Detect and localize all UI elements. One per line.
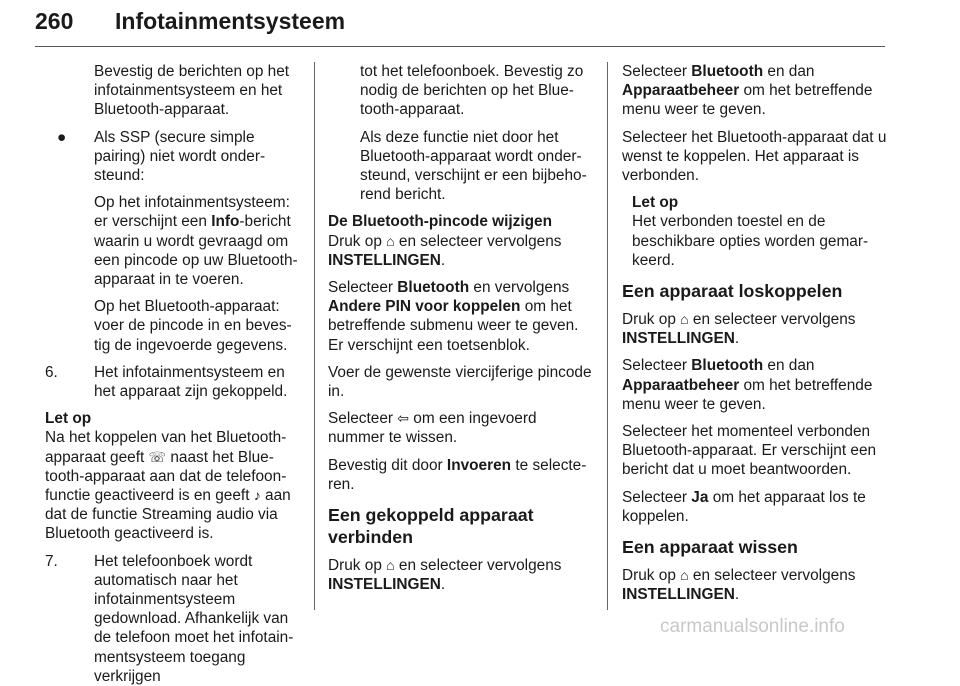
audio-icon: ♪ — [253, 487, 261, 504]
paragraph-press-home: Druk op ⌂ en selecteer vervolgens INSTELLINGEN. — [328, 232, 562, 269]
list-item-7: 7. Het telefoonboek wordt automatisch naar het infotainmentsysteem gedownload. Afhankelijk van de telefoon moet het infotainmentsysteem toegang verkrijgen — [45, 552, 294, 685]
bullet-icon: ● — [57, 128, 67, 146]
paragraph-confirm-messages: Bevestig de berichten op het infotainmentsysteem en het Bluetooth-apparaat. — [94, 63, 290, 119]
bullet-ssp: ● Als SSP (secure simple pairing) niet wordt ondersteund: — [57, 128, 266, 185]
page-header — [35, 8, 885, 42]
paragraph-delete-number: Selecteer ⇦ om een ingevoerd nummer te wissen. — [328, 410, 537, 447]
home-icon: ⌂ — [680, 311, 689, 328]
paragraph-select-pin: Selecteer Bluetooth en vervolgens Andere PIN voor koppelen om het betreffende submenu weer te geven. Er verschijnt een toetsenblok. — [328, 279, 579, 354]
paragraph-not-supported: Als deze functie niet door het Bluetooth-apparaat wordt ondersteund, verschijnt er een bijbehorend bericht. — [360, 128, 587, 204]
phone-icon: ☏ — [148, 448, 167, 465]
heading-change-pin: De Bluetooth-pincode wijzigen — [328, 213, 553, 231]
paragraph-press-home-3: Druk op ⌂ en selecteer vervolgens INSTELLINGEN. — [622, 311, 856, 348]
home-icon: ⌂ — [386, 232, 395, 249]
home-icon: ⌂ — [680, 567, 689, 584]
paragraph-phonebook-access: tot het telefoonboek. Bevestig zo nodig de berichten op het Bluetooth-apparaat. — [360, 63, 584, 119]
paragraph-select-device-manager-2: Selecteer Bluetooth en dan Apparaatbeheer om het betreffende menu weer te geven. — [622, 357, 873, 413]
note-title: Let op — [45, 410, 92, 428]
column-divider-1 — [314, 62, 315, 610]
heading-delete-device: Een apparaat wissen — [622, 537, 798, 558]
backspace-icon: ⇦ — [397, 410, 410, 427]
note-text: Het verbonden toestel en de beschikbare opties worden gemarkeerd. — [632, 213, 869, 269]
header-divider — [35, 46, 885, 47]
heading-disconnect: Een apparaat loskoppelen — [622, 281, 843, 302]
list-item-6: 6. Het infotainmentsysteem en het apparaat zijn gekoppeld. — [45, 363, 288, 401]
column-divider-2 — [607, 62, 608, 610]
home-icon: ⌂ — [386, 557, 395, 574]
page-number: 260 — [35, 8, 74, 34]
column-2 — [328, 62, 592, 594]
note-title: Let op — [632, 194, 679, 212]
paragraph-select-connected: Selecteer het momenteel verbonden Bluetooth-apparaat. Er verschijnt een bericht dat u moet beantwoorden. — [622, 423, 877, 479]
watermark: carmanualsonline.info — [660, 616, 845, 637]
paragraph-select-device-manager: Selecteer Bluetooth en dan Apparaatbeheer om het betreffende menu weer te geven. — [622, 63, 873, 119]
page-title: Infotainmentsysteem — [115, 8, 346, 34]
column-3 — [622, 62, 888, 604]
paragraph-select-yes: Selecteer Ja om het apparaat los te koppelen. — [622, 488, 866, 525]
note-text: Na het koppelen van het Bluetooth-apparaat geeft ☏ naast het Bluetooth-apparaat aan dat de telefoonfunctie geactiveerd is en geeft ♪ aan dat de functie Streaming audio via Bluetooth geactiveerd is. — [45, 429, 291, 543]
paragraph-enter-pin: Voer de gewenste viercijferige pincode in. — [328, 363, 592, 401]
paragraph-bluetooth-pin: Op het Bluetooth-apparaat: voer de pincode in en bevestig de ingevoerde gegevens. — [94, 298, 292, 354]
heading-connect-paired: Een gekoppeld apparaat verbinden — [328, 505, 534, 548]
column-1 — [45, 62, 301, 686]
note-block — [622, 193, 888, 270]
paragraph-press-home-2: Druk op ⌂ en selecteer vervolgens INSTELLINGEN. — [328, 557, 562, 594]
paragraph-infotainment-pin: Op het infotainmentsysteem: er verschijnt een Info-bericht waarin u wordt gevraagd om een pincode op uw Bluetooth-apparaat in te voeren. — [94, 194, 298, 289]
paragraph-select-device: Selecteer het Bluetooth-apparaat dat u wenst te koppelen. Het apparaat is verbonden. — [622, 128, 887, 185]
paragraph-confirm: Bevestig dit door Invoeren te selecteren. — [328, 456, 587, 493]
paragraph-press-home-4: Druk op ⌂ en selecteer vervolgens INSTELLINGEN. — [622, 567, 856, 604]
